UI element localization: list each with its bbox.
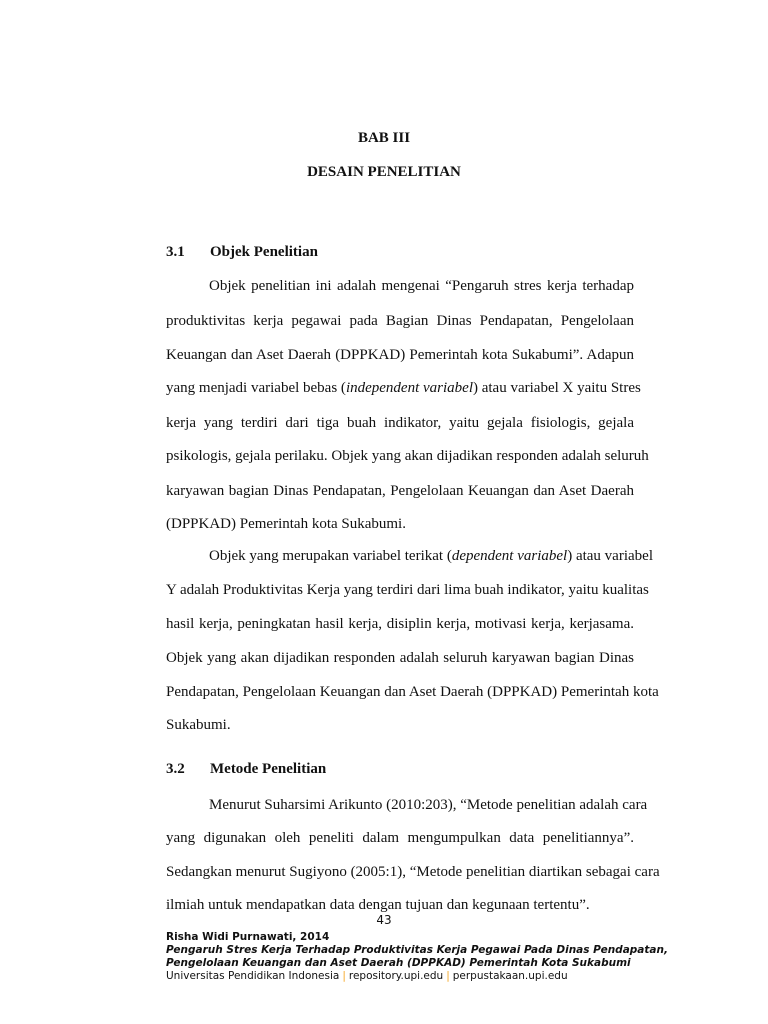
paragraph-line: Objek yang akan dijadikan responden adalah seluruh karyawan bagian Dinas [166,650,634,666]
footer-thesis-title-line1: Pengaruh Stres Kerja Terhadap Produktivitas Kerja Pegawai Pada Dinas Pendapatan, [166,944,668,956]
footer-institution [166,970,568,983]
paragraph-line: Objek yang merupakan variabel terikat (dependent variabel) atau variabel [209,548,653,564]
section-title: Objek Penelitian [210,244,318,260]
footer-author: Risha Widi Purnawati, 2014 [166,931,330,943]
paragraph-line: yang digunakan oleh peneliti dalam mengumpulkan data penelitiannya”. [166,830,634,846]
paragraph-line: hasil kerja, peningkatan hasil kerja, disiplin kerja, motivasi kerja, kerjasama. [166,616,634,632]
chapter-number: BAB III [357,130,411,146]
chapter-title: DESAIN PENELITIAN [307,164,461,180]
paragraph-line: produktivitas kerja pegawai pada Bagian Dinas Pendapatan, Pengelolaan [166,313,634,329]
paragraph-line: Sedangkan menurut Sugiyono (2005:1), “Metode penelitian diartikan sebagai cara [166,864,660,880]
paragraph-line: Keuangan dan Aset Daerah (DPPKAD) Pemerintah kota Sukabumi”. Adapun [166,347,634,363]
paragraph-line: yang menjadi variabel bebas (independent variabel) atau variabel X yaitu Stres [166,380,641,396]
footer-separator: | [446,970,450,982]
paragraph-line: (DPPKAD) Pemerintah kota Sukabumi. [166,516,406,532]
footer-library-link[interactable]: perpustakaan.upi.edu [452,970,568,982]
paragraph-line: Objek penelitian ini adalah mengenai “Pengaruh stres kerja terhadap [209,278,634,294]
footer-university: Universitas Pendidikan Indonesia [166,970,340,982]
section-heading-3-1 [166,244,318,261]
footer-separator: | [342,970,346,982]
paragraph-line: ilmiah untuk mendapatkan data dengan tujuan dan kegunaan tertentu”. [166,897,590,913]
section-heading-3-2 [166,761,326,778]
footer-repository-link[interactable]: repository.upi.edu [348,970,444,982]
paragraph-line: kerja yang terdiri dari tiga buah indikator, yaitu gejala fisiologis, gejala [166,415,634,431]
paragraph-line: karyawan bagian Dinas Pendapatan, Pengelolaan Keuangan dan Aset Daerah [166,483,634,499]
paragraph-line: Y adalah Produktivitas Kerja yang terdiri dari lima buah indikator, yaitu kualitas [166,582,649,598]
paragraph-line: Sukabumi. [166,717,231,733]
footer-thesis-title-line2: Pengelolaan Keuangan dan Aset Daerah (DPPKAD) Pemerintah Kota Sukabumi [166,957,631,969]
paragraph-line: psikologis, gejala perilaku. Objek yang akan dijadikan responden adalah seluruh [166,448,649,464]
paragraph-line: Pendapatan, Pengelolaan Keuangan dan Aset Daerah (DPPKAD) Pemerintah kota [166,684,659,700]
section-title: Metode Penelitian [210,761,327,777]
page-number: 43 [376,913,392,927]
paragraph-line: Menurut Suharsimi Arikunto (2010:203), “Metode penelitian adalah cara [209,797,648,813]
section-number: 3.2 [166,761,185,777]
section-number: 3.1 [166,244,185,260]
